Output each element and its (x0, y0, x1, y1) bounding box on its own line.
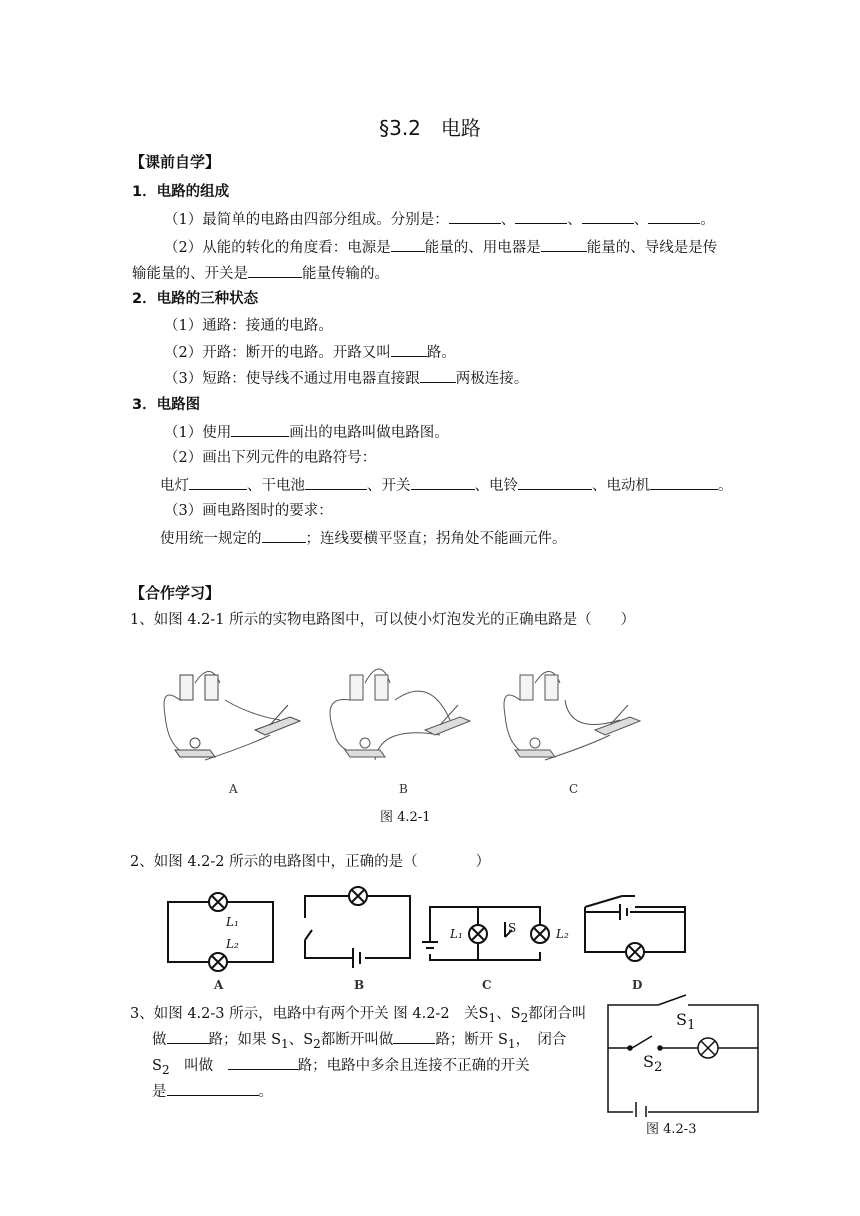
question-3-line-3: $S_2$ 叫做 路；电路中多余且连接不正确的开关 (152, 1055, 530, 1080)
page-title: §3.2 电路 (379, 116, 481, 140)
question-line: （1）最简单的电路由四部分组成。分别是： 、 、 、 。 (164, 209, 715, 230)
question-line: （2）画出下列元件的电路符号： (164, 450, 377, 466)
section-heading-pre: 【课前自学】 (130, 153, 221, 171)
figure-label-b: B (354, 978, 365, 992)
question-3-line-4: 是 。 (152, 1081, 273, 1102)
figure-label-c: C (482, 978, 492, 992)
question-line: （1）使用 画出的电路叫做电路图。 (164, 422, 449, 443)
figure-4-2-2 (160, 882, 700, 972)
lamp-drawing (175, 738, 215, 757)
question-line: （1）通路：接通的电路。 (164, 318, 333, 334)
question-line: 使用统一规定的 ；连线要横平竖直；拐角处不能画元件。 (160, 528, 567, 549)
question-3-line-1: 3、如图 4.2-3 所示，电路中有两个开关 图 4.2-2 关$S_1$、$S_2$都闭合叫 (130, 1006, 587, 1025)
question-2: 2、如图 4.2-2 所示的电路图中，正确的是（ ） (130, 854, 491, 870)
section-heading-coop: 【合作学习】 (130, 584, 221, 602)
subheading-2: 2．电路的三种状态 (132, 291, 259, 307)
mark-c-l1: L₁ (450, 927, 463, 941)
question-line: （3）短路：使导线不通过用电器直接跟 两极连接。 (164, 368, 528, 389)
figure-label-a: A (214, 978, 224, 992)
question-line: 电灯 、干电池 、开关 、电铃 、电动机 。 (160, 475, 733, 496)
figure-label-b: B (399, 782, 408, 796)
figure-4-2-1 (150, 655, 670, 805)
subheading-1: 1．电路的组成 (132, 184, 230, 200)
mark-l1: L₁ (226, 915, 239, 929)
figure-caption: 图 4.2-1 (380, 810, 431, 825)
question-line: （2）开路：断开的电路。开路又叫 路。 (164, 342, 456, 363)
figure-label-a: A (229, 782, 238, 796)
fig3-label-s2: $S_2$ (643, 1052, 663, 1076)
question-3-line-2: 做 路；如果 $S_1$、$S_2$都断开叫做 路；断开 $S_1$， 闭合 (152, 1029, 566, 1054)
subheading-3: 3．电路图 (132, 397, 201, 413)
battery-drawing (180, 675, 218, 700)
question-line: 输能量的、开关是 能量传输的。 (132, 263, 389, 284)
question-1: 1、如图 4.2-1 所示的实物电路图中，可以使小灯泡发光的正确电路是（ ） (130, 612, 636, 628)
mark-s: S (508, 921, 517, 935)
question-line: （2）从能的转化的角度看：电源是 能量的、用电器是 能量的、导线是是传 (164, 237, 717, 258)
mark-l2: L₂ (226, 937, 239, 951)
figure-label-c: C (569, 782, 579, 796)
fig3-label-s1: $S_1$ (676, 1010, 696, 1034)
question-line: （3）画电路图时的要求： (164, 503, 333, 519)
figure-label-d: D (632, 978, 643, 992)
mark-c-l2: L₂ (556, 927, 569, 941)
figure-caption: 图 4.2-3 (646, 1122, 697, 1137)
